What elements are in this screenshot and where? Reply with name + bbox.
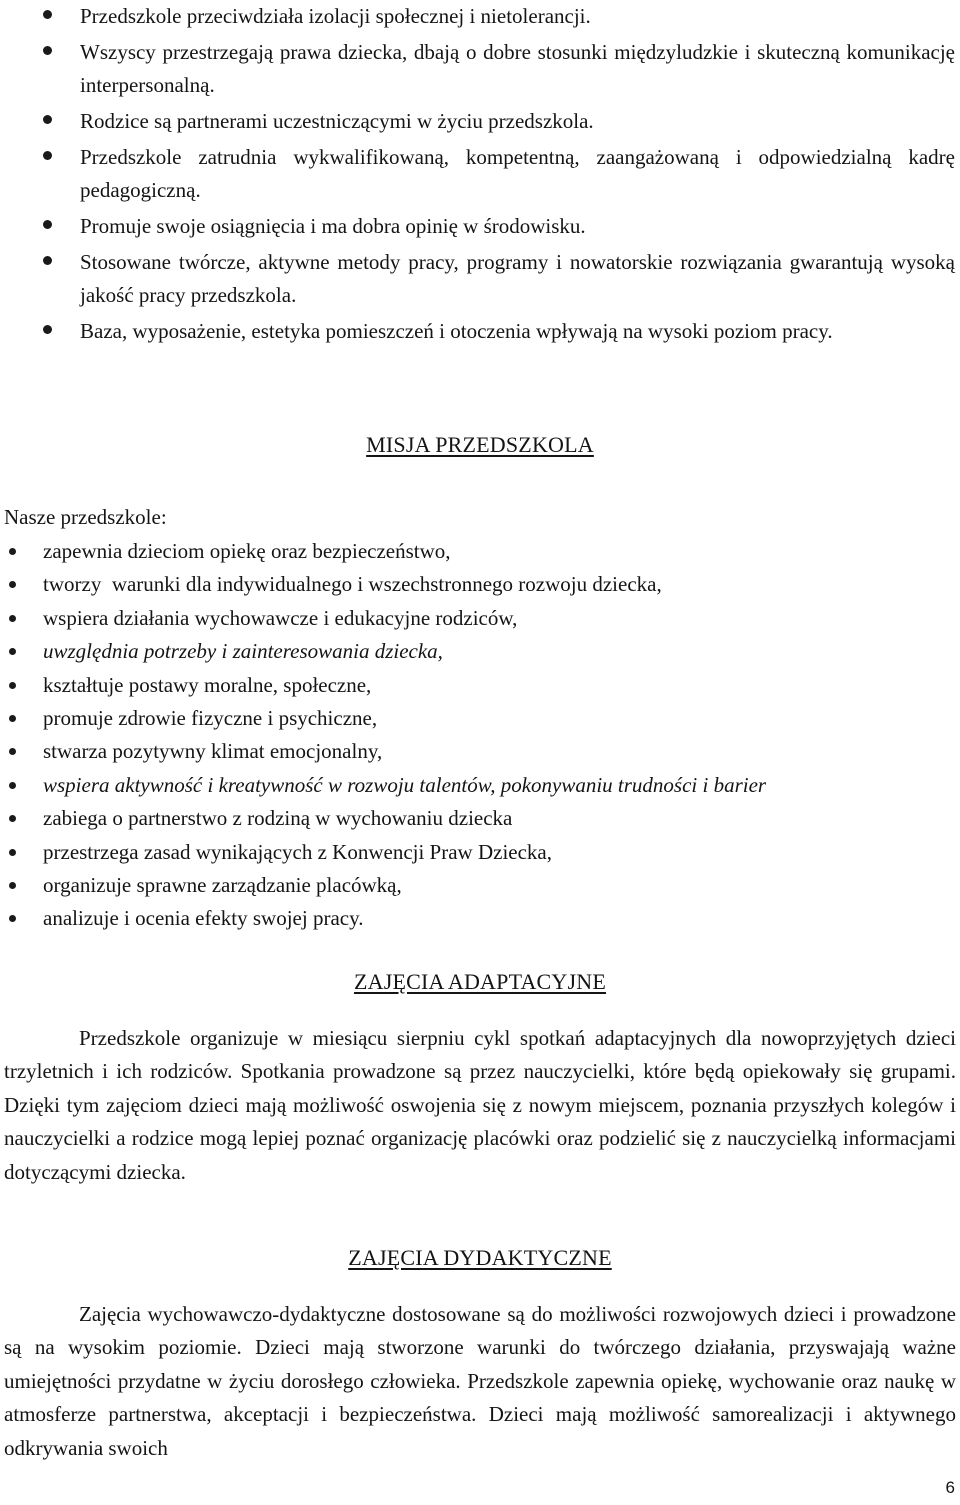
bullet-icon [9,915,16,922]
didactic-heading: ZAJĘCIA DYDAKTYCZNE [348,1245,612,1270]
didactic-paragraph: Zajęcia wychowawczo-dydaktyczne dostosowane są do możliwości rozwojowych dzieci i prowadzone są na wysokim poziomie. Dzieci mają stworzone warunki do twórczego działania, przyswajają ważne umiejętności przydatne w życiu dorosłego człowieka. Przedszkole zapewnia opiekę, wychowanie oraz naukę w atmosferze partnerstwa, akceptacji i bezpieczeństwa. Dzieci mają możliwość samorealizacji i aktywnego odkrywania swoich [4,1302,956,1460]
bullet-icon [43,256,52,265]
values-list [0,0,960,351]
mission-list [0,535,960,936]
bullet-icon [9,682,16,689]
bullet-icon [9,548,16,555]
list-item: Wszyscy przestrzegają prawa dziecka, dbają o dobre stosunki międzyludzkie i skuteczną komunikację interpersonalną. [0,36,960,102]
bullet-icon [9,615,16,622]
list-item: przestrzega zasad wynikających z Konwencji Praw Dziecka, [0,836,960,869]
list-item: Stosowane twórcze, aktywne metody pracy, programy i nowatorskie rozwiązania gwarantują wysoką jakość pracy przedszkola. [0,246,960,312]
adaptation-paragraph: Przedszkole organizuje w miesiącu sierpniu cykl spotkań adaptacyjnych dla nowoprzyjętych dzieci trzyletnich i ich rodziców. Spotkania prowadzone są przez nauczycielki, które będą opiekowały się grupami. Dzięki tym zajęciom dzieci mają możliwość oswojenia się z nowym miejscem, poznania przyszłych kolegów i nauczycielki a rodzice mogą lepiej poznać organizację placówki oraz podzielić się z nauczycielką informacjami dotyczącymi dziecka. [4,1026,956,1184]
bullet-icon [9,581,16,588]
list-item: uwzględnia potrzeby i zainteresowania dziecka, [0,635,960,668]
list-item: zabiega o partnerstwo z rodziną w wychowaniu dziecka [0,802,960,835]
bullet-icon [9,748,16,755]
bullet-icon [9,815,16,822]
bullet-icon [9,715,16,722]
bullet-icon [9,782,16,789]
bullet-icon [43,115,52,124]
list-item: wspiera działania wychowawcze i edukacyjne rodziców, [0,602,960,635]
list-item: Przedszkole przeciwdziała izolacji społecznej i nietolerancji. [0,0,960,33]
list-item: Rodzice są partnerami uczestniczącymi w życiu przedszkola. [0,105,960,138]
list-item: organizuje sprawne zarządzanie placówką, [0,869,960,902]
list-item: zapewnia dzieciom opiekę oraz bezpieczeństwo, [0,535,960,568]
adaptation-heading: ZAJĘCIA ADAPTACYJNE [354,969,606,994]
bullet-icon [43,10,52,19]
bullet-icon [9,882,16,889]
list-item: promuje zdrowie fizyczne i psychiczne, [0,702,960,735]
page-number: 6 [945,1478,955,1497]
mission-heading: MISJA PRZEDSZKOLA [366,432,594,457]
list-item: Przedszkole zatrudnia wykwalifikowaną, kompetentną, zaangażowaną i odpowiedzialną kadrę pedagogiczną. [0,141,960,207]
list-item: stwarza pozytywny klimat emocjonalny, [0,735,960,768]
bullet-icon [43,46,52,55]
list-item: analizuje i ocenia efekty swojej pracy. [0,902,960,935]
bullet-icon [43,325,52,334]
list-item: kształtuje postawy moralne, społeczne, [0,669,960,702]
bullet-icon [43,151,52,160]
list-item: tworzy warunki dla indywidualnego i wszechstronnego rozwoju dziecka, [0,568,960,601]
bullet-icon [9,648,16,655]
bullet-icon [9,849,16,856]
mission-intro: Nasze przedszkole: [4,505,167,529]
list-item: wspiera aktywność i kreatywność w rozwoju talentów, pokonywaniu trudności i barier [0,769,960,802]
list-item: Promuje swoje osiągnięcia i ma dobra opinię w środowisku. [0,210,960,243]
list-item: Baza, wyposażenie, estetyka pomieszczeń i otoczenia wpływają na wysoki poziom pracy. [0,315,960,348]
bullet-icon [43,220,52,229]
